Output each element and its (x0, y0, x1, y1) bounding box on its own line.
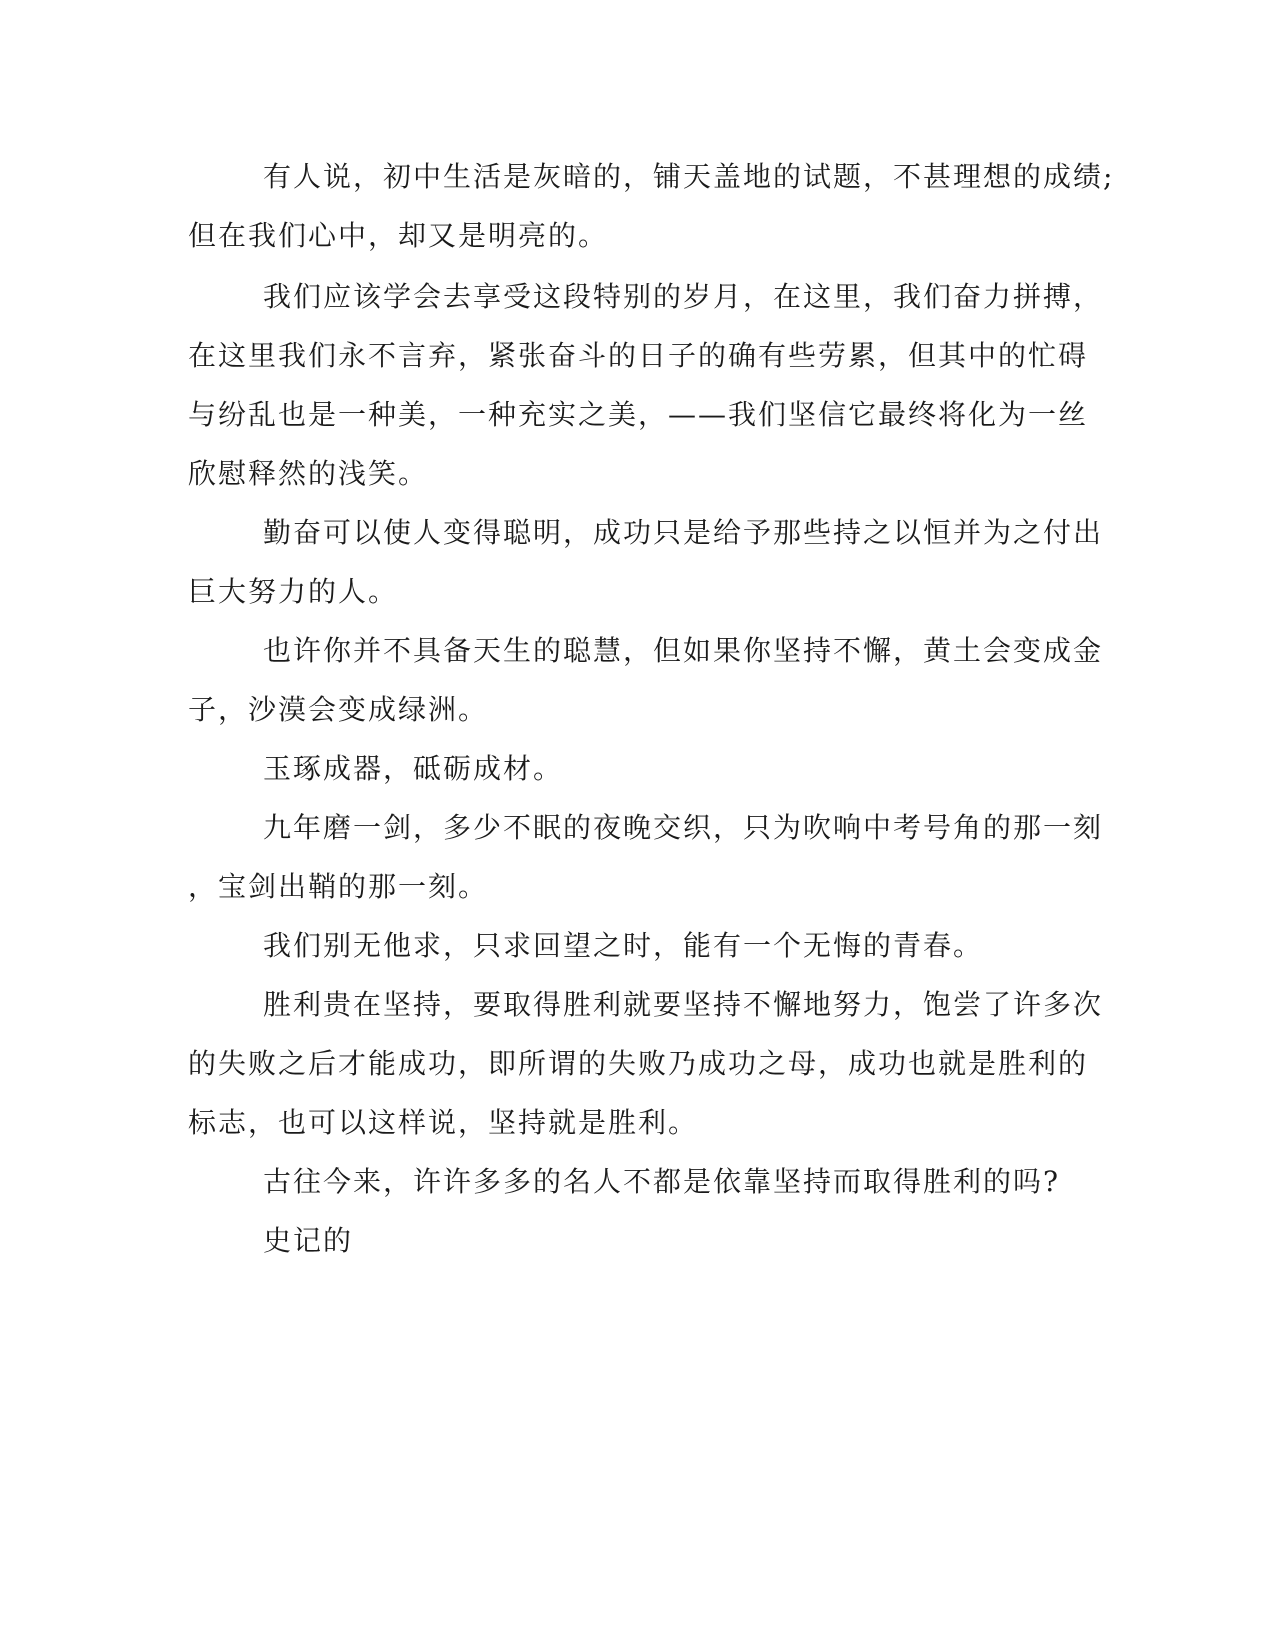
text-line: 的失败之后才能成功，即所谓的失败乃成功之母，成功也就是胜利的 (188, 1047, 1089, 1080)
text-line: 古往今来，许许多多的名人不都是依靠坚持而取得胜利的吗? (263, 1165, 1061, 1198)
text-line: 史记的 (263, 1224, 354, 1257)
text-line: 子，沙漠会变成绿洲。 (188, 693, 489, 726)
text-line: 我们应该学会去享受这段特别的岁月，在这里，我们奋力拼搏， (263, 280, 1104, 313)
text-line: 与纷乱也是一种美，一种充实之美，——我们坚信它最终将化为一丝 (188, 398, 1089, 431)
text-line: 有人说，初中生活是灰暗的，铺天盖地的试题，不甚理想的成绩; (263, 160, 1115, 193)
text-line: 但在我们心中，却又是明亮的。 (188, 219, 609, 252)
text-line: 胜利贵在坚持，要取得胜利就要坚持不懈地努力，饱尝了许多次 (263, 988, 1104, 1021)
text-line: ，宝剑出鞘的那一刻。 (188, 870, 489, 903)
text-line: 巨大努力的人。 (188, 575, 399, 608)
text-line: 在这里我们永不言弃，紧张奋斗的日子的确有些劳累，但其中的忙碍 (188, 339, 1089, 372)
text-line: 玉琢成器，砥砺成材。 (263, 752, 564, 785)
text-line: 也许你并不具备天生的聪慧，但如果你坚持不懈，黄土会变成金 (263, 634, 1104, 667)
text-line: 九年磨一剑，多少不眠的夜晚交织，只为吹响中考号角的那一刻 (263, 811, 1104, 844)
text-line: 勤奋可以使人变得聪明，成功只是给予那些持之以恒并为之付出 (263, 516, 1104, 549)
text-line: 我们别无他求，只求回望之时，能有一个无悔的青春。 (263, 929, 984, 962)
text-line: 标志，也可以这样说，坚持就是胜利。 (188, 1106, 699, 1139)
text-line: 欣慰释然的浅笑。 (188, 457, 429, 490)
